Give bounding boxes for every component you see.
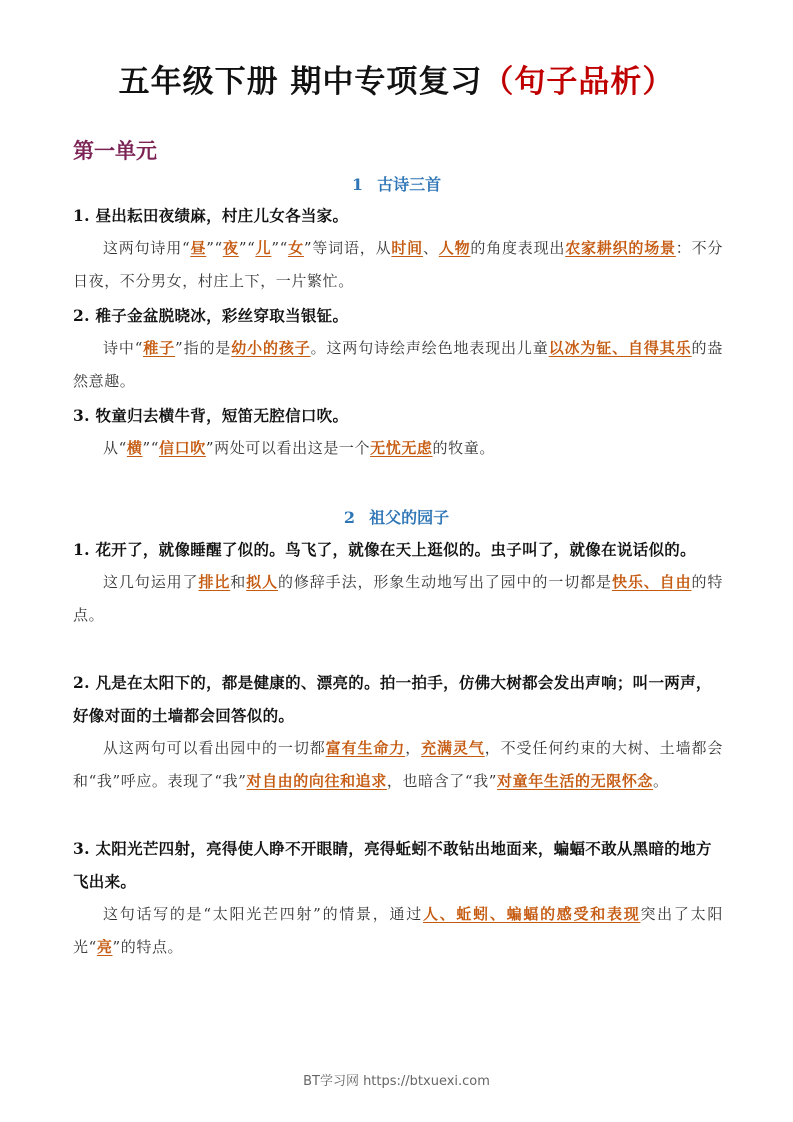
question: 2. 凡是在太阳下的，都是健康的、漂亮的。拍一拍手，仿佛大树都会发出声响；叫一两声，好像对面的土墙都会回答似的。 <box>73 673 712 725</box>
qa-block <box>73 533 723 632</box>
answer-text: 从“ <box>103 439 127 457</box>
highlight-term: 对自由的向往和追求 <box>246 772 387 790</box>
answer-text: 的牧童。 <box>432 439 495 457</box>
highlight-term: 拟人 <box>246 573 278 591</box>
answer-text: ”等词语，从 <box>303 239 392 257</box>
highlight-term: 排比 <box>198 573 231 591</box>
answer-text: ”“ <box>142 439 160 457</box>
qa-block <box>73 666 723 798</box>
title-accent: （句子品析） <box>482 64 675 100</box>
question: 1. 花开了，就像睡醒了似的。鸟飞了，就像在天上逛似的。虫子叫了，就像在说话似的。 <box>73 540 696 559</box>
answer <box>73 432 723 465</box>
qa-block <box>73 399 723 465</box>
answer-text: ，不受任何约束的大树、土墙都会和“我”呼应。表现了“我” <box>73 739 723 790</box>
answer-text: ， <box>405 739 422 757</box>
highlight-term: 信口吹 <box>159 439 206 457</box>
question: 2. 稚子金盆脱晓冰，彩丝穿取当银钲。 <box>73 306 349 325</box>
question: 1. 昼出耘田夜绩麻，村庄儿女各当家。 <box>73 206 349 225</box>
answer-text: 、 <box>422 239 439 257</box>
highlight-term: 亮 <box>96 938 113 956</box>
highlight-term: 夜 <box>222 239 239 257</box>
unit-heading: 第一单元 <box>73 138 157 163</box>
answer-text: ，也暗含了“我” <box>386 772 498 790</box>
question: 3. 牧童归去横牛背，短笛无腔信口吹。 <box>73 406 349 425</box>
qa-block <box>73 199 723 298</box>
lesson-number: 2 <box>343 508 356 527</box>
lesson-title <box>0 505 793 528</box>
highlight-term: 充满灵气 <box>421 739 485 757</box>
answer-text: ：不分日夜，不分男女，村庄上下，一片繁忙。 <box>73 239 723 290</box>
highlight-term: 对童年生活的无限怀念 <box>497 772 654 790</box>
highlight-term: 儿 <box>255 239 272 257</box>
answer-text: ”“ <box>206 239 223 257</box>
footer-source: BT学习网 https://btxuexi.com <box>303 1074 490 1089</box>
answer <box>73 898 723 964</box>
answer <box>73 232 723 298</box>
answer <box>73 332 723 398</box>
highlight-term: 以冰为钲、自得其乐 <box>548 339 692 357</box>
answer-text: 的角度表现出 <box>470 239 566 257</box>
qa-block <box>73 832 723 964</box>
qa-block <box>73 299 723 398</box>
highlight-term: 稚子 <box>143 339 176 357</box>
highlight-term: 横 <box>126 439 143 457</box>
answer-text: 。这两句诗绘声绘色地表现出儿童 <box>310 339 549 357</box>
highlight-term: 人、蚯蚓、蝙蝠的感受和表现 <box>422 905 641 923</box>
question: 3. 太阳光芒四射，亮得使人睁不开眼睛，亮得蚯蚓不敢钻出地面来，蝙蝠不敢从黑暗的地方飞出来。 <box>73 839 712 891</box>
answer-text: ”的特点。 <box>112 938 184 956</box>
highlight-term: 农家耕织的场景 <box>565 239 676 257</box>
highlight-term: 人物 <box>438 239 471 257</box>
highlight-term: 幼小的孩子 <box>231 339 311 357</box>
highlight-term: 富有生命力 <box>325 739 406 757</box>
highlight-term: 女 <box>287 239 304 257</box>
lesson-name: 古诗三首 <box>377 175 442 194</box>
answer-text: 诗中“ <box>103 339 144 357</box>
answer-text: 这句话写的是“太阳光芒四射”的情景，通过 <box>103 905 423 923</box>
answer-text: 突出了太阳光“ <box>73 905 723 956</box>
answer-text: 的盎然意趣。 <box>73 339 724 390</box>
answer-text: ”两处可以看出这是一个 <box>205 439 371 457</box>
answer-text: 从这两句可以看出园中的一切都 <box>103 739 326 757</box>
answer-text: ”“ <box>271 239 288 257</box>
highlight-term: 时间 <box>391 239 423 257</box>
highlight-term: 昼 <box>190 239 207 257</box>
answer-text: 这几句运用了 <box>103 573 199 591</box>
lesson-name: 祖父的园子 <box>369 508 450 527</box>
highlight-term: 快乐、自由 <box>611 573 692 591</box>
lesson-title <box>0 172 793 195</box>
answer-text: 的特点。 <box>73 573 723 624</box>
answer-text: ”“ <box>238 239 256 257</box>
page-title <box>0 56 793 101</box>
answer <box>73 566 723 632</box>
answer-text: 。 <box>653 772 669 790</box>
answer <box>73 732 723 798</box>
answer-text: 和 <box>230 573 247 591</box>
lesson-number: 1 <box>351 175 364 194</box>
answer-text: 的修辞手法，形象生动地写出了园中的一切都是 <box>277 573 612 591</box>
title-main: 五年级下册 期中专项复习 <box>118 64 483 100</box>
answer-text: ”指的是 <box>175 339 232 357</box>
highlight-term: 无忧无虑 <box>370 439 433 457</box>
answer-text: 这两句诗用“ <box>103 239 191 257</box>
